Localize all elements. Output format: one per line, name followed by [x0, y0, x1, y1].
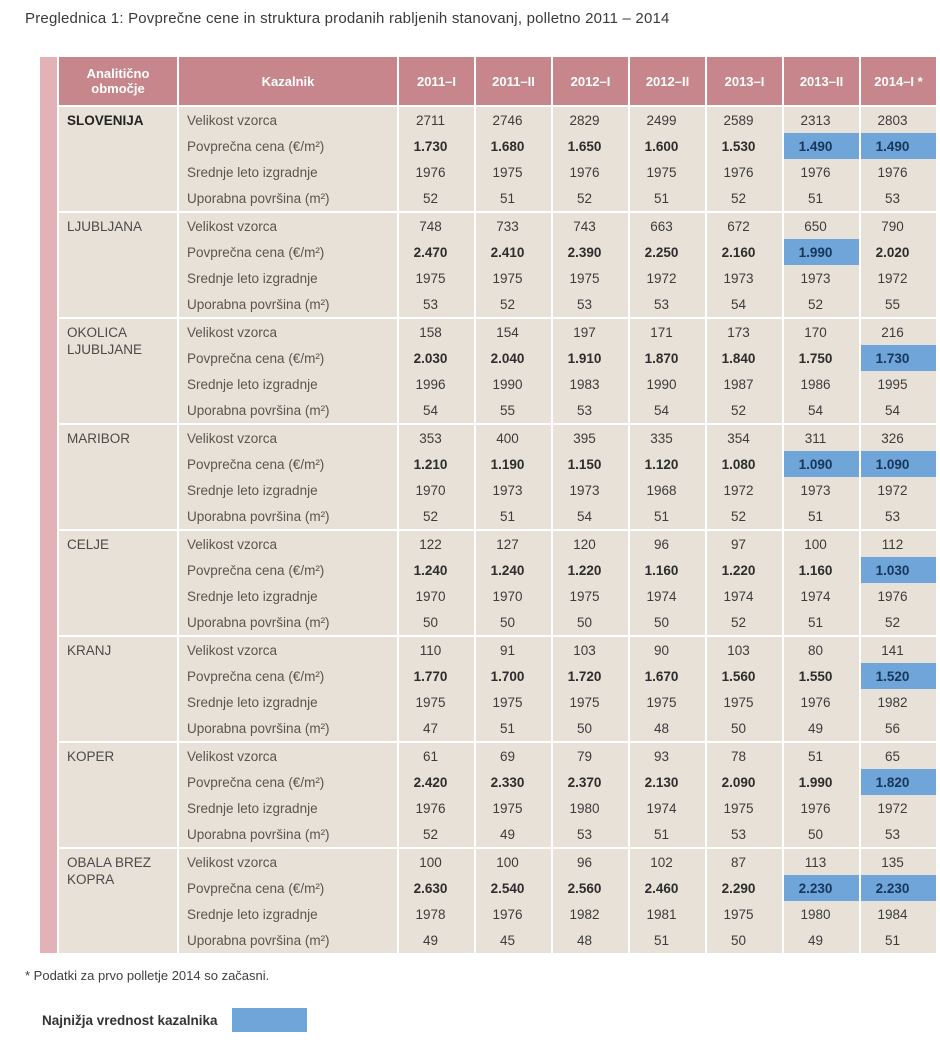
value-cell: 2.370: [553, 769, 628, 795]
value-cell: 1995: [861, 371, 936, 397]
indicator-label: Srednje leto izgradnje: [179, 689, 397, 715]
value-cell: 2.040: [476, 345, 551, 371]
value-cell: 52: [784, 291, 859, 317]
value-cell: 1975: [553, 265, 628, 291]
value-cell: 50: [399, 609, 474, 635]
value-cell: 400: [476, 425, 551, 451]
value-cell: 2.330: [476, 769, 551, 795]
value-cell: 54: [399, 397, 474, 423]
value-cell: 96: [553, 849, 628, 875]
value-cell: 1.770: [399, 663, 474, 689]
value-cell: 1.220: [707, 557, 782, 583]
value-cell: 1.160: [784, 557, 859, 583]
value-cell-lowest: 1.990: [784, 239, 859, 265]
value-cell: 65: [861, 743, 936, 769]
value-cell: 53: [861, 503, 936, 529]
left-accent-strip: [40, 57, 57, 953]
value-cell: 51: [630, 927, 705, 953]
value-cell: 54: [630, 397, 705, 423]
value-cell: 141: [861, 637, 936, 663]
value-cell: 1.990: [784, 769, 859, 795]
value-cell: 2.290: [707, 875, 782, 901]
value-cell: 158: [399, 319, 474, 345]
value-cell: 1972: [861, 477, 936, 503]
value-cell: 1.530: [707, 133, 782, 159]
value-cell: 52: [707, 503, 782, 529]
value-cell: 55: [476, 397, 551, 423]
value-cell: 2.630: [399, 875, 474, 901]
value-cell: 91: [476, 637, 551, 663]
value-cell: 51: [784, 609, 859, 635]
value-cell: 1975: [630, 159, 705, 185]
value-cell: 1.560: [707, 663, 782, 689]
value-cell: 1.150: [553, 451, 628, 477]
value-cell: 1973: [784, 265, 859, 291]
value-cell: 2746: [476, 107, 551, 133]
value-cell: 1.600: [630, 133, 705, 159]
value-cell: 1.190: [476, 451, 551, 477]
indicator-label: Srednje leto izgradnje: [179, 901, 397, 927]
value-cell: 2.410: [476, 239, 551, 265]
indicator-label: Velikost vzorca: [179, 531, 397, 557]
value-cell: 1980: [784, 901, 859, 927]
value-cell: 50: [476, 609, 551, 635]
value-cell: 1975: [707, 795, 782, 821]
value-cell: 1975: [399, 265, 474, 291]
value-cell: 1.550: [784, 663, 859, 689]
value-cell: 56: [861, 715, 936, 741]
region-block: [59, 531, 936, 635]
value-cell: 1.910: [553, 345, 628, 371]
value-cell: 51: [476, 185, 551, 211]
value-cell: 51: [630, 503, 705, 529]
value-cell: 50: [784, 821, 859, 847]
value-cell: 1975: [553, 689, 628, 715]
value-cell: 102: [630, 849, 705, 875]
value-cell: 1982: [553, 901, 628, 927]
value-cell: 743: [553, 213, 628, 239]
value-cell: 2829: [553, 107, 628, 133]
indicator-label: Povprečna cena (€/m²): [179, 769, 397, 795]
value-cell: 311: [784, 425, 859, 451]
value-cell: 748: [399, 213, 474, 239]
indicator-label: Povprečna cena (€/m²): [179, 239, 397, 265]
value-cell: 733: [476, 213, 551, 239]
value-cell: 53: [861, 185, 936, 211]
value-cell: 52: [707, 397, 782, 423]
value-cell: 2.540: [476, 875, 551, 901]
region-block: [59, 743, 936, 847]
value-cell: 1974: [707, 583, 782, 609]
indicator-label: Velikost vzorca: [179, 637, 397, 663]
region-block: [59, 849, 936, 953]
value-cell-lowest: 1.090: [784, 451, 859, 477]
value-cell: 96: [630, 531, 705, 557]
value-cell: 53: [707, 821, 782, 847]
value-cell: 1.750: [784, 345, 859, 371]
value-cell: 395: [553, 425, 628, 451]
value-cell: 51: [784, 185, 859, 211]
value-cell: 103: [553, 637, 628, 663]
table-title: Preglednica 1: Povprečne cene in struktura prodanih rabljenih stanovanj, polletno 2011 – 2014: [25, 10, 670, 27]
value-cell: 1976: [861, 583, 936, 609]
value-cell: 1976: [707, 159, 782, 185]
table-body: [59, 107, 936, 953]
value-cell: 1996: [399, 371, 474, 397]
value-cell: 1974: [630, 583, 705, 609]
value-cell: 122: [399, 531, 474, 557]
value-cell: 52: [399, 185, 474, 211]
region-block: [59, 213, 936, 317]
value-cell: 1986: [784, 371, 859, 397]
value-cell: 53: [399, 291, 474, 317]
indicator-label: Uporabna površina (m²): [179, 503, 397, 529]
value-cell: 1976: [399, 159, 474, 185]
indicator-label: Povprečna cena (€/m²): [179, 451, 397, 477]
region-name: SLOVENIJA: [59, 107, 177, 211]
value-cell: 1974: [784, 583, 859, 609]
header-2012-2: 2012–II: [630, 57, 705, 105]
value-cell: 1.730: [399, 133, 474, 159]
value-cell: 1990: [476, 371, 551, 397]
value-cell: 1972: [861, 795, 936, 821]
value-cell: 87: [707, 849, 782, 875]
value-cell: 1976: [784, 795, 859, 821]
region-block: [59, 319, 936, 423]
value-cell: 1981: [630, 901, 705, 927]
value-cell: 663: [630, 213, 705, 239]
value-cell: 49: [476, 821, 551, 847]
value-cell: 52: [707, 609, 782, 635]
value-cell: 93: [630, 743, 705, 769]
value-cell: 50: [630, 609, 705, 635]
value-cell-lowest: 1.820: [861, 769, 936, 795]
value-cell: 80: [784, 637, 859, 663]
header-2011-2: 2011–II: [476, 57, 551, 105]
legend: [42, 1008, 307, 1032]
value-cell-lowest: 1.030: [861, 557, 936, 583]
value-cell: 51: [784, 503, 859, 529]
value-cell: 127: [476, 531, 551, 557]
value-cell: 52: [399, 821, 474, 847]
value-cell: 326: [861, 425, 936, 451]
value-cell: 1975: [630, 689, 705, 715]
region-block: [59, 425, 936, 529]
value-cell: 353: [399, 425, 474, 451]
value-cell: 1.680: [476, 133, 551, 159]
indicator-label: Velikost vzorca: [179, 319, 397, 345]
indicator-label: Velikost vzorca: [179, 743, 397, 769]
value-cell: 1975: [476, 795, 551, 821]
value-cell: 52: [399, 503, 474, 529]
value-cell: 2.470: [399, 239, 474, 265]
value-cell: 1.120: [630, 451, 705, 477]
value-cell: 1.240: [399, 557, 474, 583]
value-cell-lowest: 1.490: [861, 133, 936, 159]
indicator-label: Srednje leto izgradnje: [179, 265, 397, 291]
header-indicator: Kazalnik: [179, 57, 397, 105]
header-2012-1: 2012–I: [553, 57, 628, 105]
header-2013-2: 2013–II: [784, 57, 859, 105]
value-cell: 1.220: [553, 557, 628, 583]
value-cell: 1974: [630, 795, 705, 821]
value-cell: 1975: [476, 159, 551, 185]
value-cell: 1973: [476, 477, 551, 503]
value-cell: 1982: [861, 689, 936, 715]
value-cell: 1968: [630, 477, 705, 503]
value-cell: 2.160: [707, 239, 782, 265]
value-cell: 1.670: [630, 663, 705, 689]
value-cell: 790: [861, 213, 936, 239]
value-cell: 61: [399, 743, 474, 769]
value-cell: 100: [784, 531, 859, 557]
indicator-label: Povprečna cena (€/m²): [179, 345, 397, 371]
statistics-table: [40, 57, 936, 953]
value-cell: 1973: [553, 477, 628, 503]
value-cell: 54: [707, 291, 782, 317]
value-cell: 2499: [630, 107, 705, 133]
value-cell: 1975: [476, 689, 551, 715]
value-cell: 54: [861, 397, 936, 423]
value-cell: 650: [784, 213, 859, 239]
value-cell: 100: [399, 849, 474, 875]
value-cell: 49: [784, 927, 859, 953]
value-cell: 1.840: [707, 345, 782, 371]
indicator-label: Srednje leto izgradnje: [179, 795, 397, 821]
value-cell: 54: [553, 503, 628, 529]
legend-label: Najnižja vrednost kazalnika: [42, 1012, 218, 1028]
value-cell: 1976: [553, 159, 628, 185]
indicator-label: Uporabna površina (m²): [179, 715, 397, 741]
value-cell: 103: [707, 637, 782, 663]
value-cell: 112: [861, 531, 936, 557]
value-cell: 48: [553, 927, 628, 953]
region-name: KOPER: [59, 743, 177, 847]
value-cell-lowest: 1.730: [861, 345, 936, 371]
value-cell: 79: [553, 743, 628, 769]
header-2013-1: 2013–I: [707, 57, 782, 105]
value-cell: 1970: [399, 477, 474, 503]
value-cell: 1973: [784, 477, 859, 503]
region-block: [59, 637, 936, 741]
value-cell: 1975: [476, 265, 551, 291]
region-name: MARIBOR: [59, 425, 177, 529]
indicator-label: Srednje leto izgradnje: [179, 159, 397, 185]
footnote: * Podatki za prvo polletje 2014 so začasni.: [25, 968, 270, 983]
indicator-label: Povprečna cena (€/m²): [179, 557, 397, 583]
value-cell: 216: [861, 319, 936, 345]
value-cell: 335: [630, 425, 705, 451]
value-cell: 2711: [399, 107, 474, 133]
value-cell: 53: [553, 291, 628, 317]
value-cell: 1972: [630, 265, 705, 291]
indicator-label: Uporabna površina (m²): [179, 291, 397, 317]
value-cell-lowest: 2.230: [784, 875, 859, 901]
value-cell: 173: [707, 319, 782, 345]
value-cell: 171: [630, 319, 705, 345]
value-cell: 135: [861, 849, 936, 875]
value-cell: 120: [553, 531, 628, 557]
value-cell: 97: [707, 531, 782, 557]
value-cell-lowest: 1.520: [861, 663, 936, 689]
value-cell: 2.390: [553, 239, 628, 265]
region-name: CELJE: [59, 531, 177, 635]
value-cell: 52: [553, 185, 628, 211]
region-name: OKOLICA LJUBLJANE: [59, 319, 177, 423]
value-cell: 170: [784, 319, 859, 345]
value-cell: 2.560: [553, 875, 628, 901]
value-cell: 55: [861, 291, 936, 317]
value-cell: 1.700: [476, 663, 551, 689]
value-cell: 2.420: [399, 769, 474, 795]
value-cell: 1.160: [630, 557, 705, 583]
value-cell: 2.090: [707, 769, 782, 795]
indicator-label: Uporabna površina (m²): [179, 821, 397, 847]
value-cell: 1980: [553, 795, 628, 821]
value-cell: 100: [476, 849, 551, 875]
region-block: [59, 107, 936, 211]
value-cell: 154: [476, 319, 551, 345]
indicator-label: Velikost vzorca: [179, 425, 397, 451]
indicator-label: Povprečna cena (€/m²): [179, 663, 397, 689]
legend-color-swatch: [232, 1008, 307, 1032]
value-cell: 1976: [784, 159, 859, 185]
value-cell: 53: [553, 821, 628, 847]
value-cell: 1984: [861, 901, 936, 927]
value-cell: 53: [553, 397, 628, 423]
region-name: KRANJ: [59, 637, 177, 741]
value-cell: 52: [707, 185, 782, 211]
value-cell: 113: [784, 849, 859, 875]
value-cell: 2.130: [630, 769, 705, 795]
value-cell: 47: [399, 715, 474, 741]
indicator-label: Povprečna cena (€/m²): [179, 133, 397, 159]
value-cell: 48: [630, 715, 705, 741]
value-cell: 90: [630, 637, 705, 663]
value-cell: 51: [630, 185, 705, 211]
value-cell: 78: [707, 743, 782, 769]
value-cell: 1972: [707, 477, 782, 503]
value-cell: 1.210: [399, 451, 474, 477]
value-cell: 69: [476, 743, 551, 769]
value-cell: 50: [707, 715, 782, 741]
value-cell: 52: [861, 609, 936, 635]
value-cell: 1987: [707, 371, 782, 397]
indicator-label: Velikost vzorca: [179, 849, 397, 875]
header-2014-1: 2014–I *: [861, 57, 936, 105]
value-cell: 1975: [707, 689, 782, 715]
value-cell: 2589: [707, 107, 782, 133]
value-cell: 1970: [476, 583, 551, 609]
table-header-row: [59, 57, 936, 105]
indicator-label: Srednje leto izgradnje: [179, 477, 397, 503]
value-cell: 1976: [399, 795, 474, 821]
value-cell: 1976: [476, 901, 551, 927]
region-name: LJUBLJANA: [59, 213, 177, 317]
value-cell: 1975: [553, 583, 628, 609]
value-cell: 672: [707, 213, 782, 239]
value-cell: 53: [630, 291, 705, 317]
indicator-label: Uporabna površina (m²): [179, 927, 397, 953]
value-cell: 1.720: [553, 663, 628, 689]
value-cell: 54: [784, 397, 859, 423]
value-cell-lowest: 2.230: [861, 875, 936, 901]
header-2011-1: 2011–I: [399, 57, 474, 105]
value-cell: 51: [476, 715, 551, 741]
value-cell: 1.240: [476, 557, 551, 583]
value-cell: 1.080: [707, 451, 782, 477]
value-cell: 51: [784, 743, 859, 769]
value-cell: 2.020: [861, 239, 936, 265]
value-cell: 2.460: [630, 875, 705, 901]
value-cell: 197: [553, 319, 628, 345]
indicator-label: Srednje leto izgradnje: [179, 371, 397, 397]
value-cell: 2803: [861, 107, 936, 133]
value-cell: 51: [630, 821, 705, 847]
value-cell: 1978: [399, 901, 474, 927]
value-cell: 51: [861, 927, 936, 953]
indicator-label: Srednje leto izgradnje: [179, 583, 397, 609]
indicator-label: Povprečna cena (€/m²): [179, 875, 397, 901]
indicator-label: Uporabna površina (m²): [179, 609, 397, 635]
value-cell: 354: [707, 425, 782, 451]
indicator-label: Uporabna površina (m²): [179, 397, 397, 423]
value-cell: 1.650: [553, 133, 628, 159]
value-cell: 49: [784, 715, 859, 741]
value-cell: 1990: [630, 371, 705, 397]
value-cell: 1976: [784, 689, 859, 715]
region-name: OBALA BREZ KOPRA: [59, 849, 177, 953]
value-cell: 1972: [861, 265, 936, 291]
value-cell: 110: [399, 637, 474, 663]
value-cell: 1983: [553, 371, 628, 397]
value-cell: 1.870: [630, 345, 705, 371]
value-cell: 50: [707, 927, 782, 953]
indicator-label: Uporabna površina (m²): [179, 185, 397, 211]
table-grid: [59, 57, 936, 953]
value-cell: 52: [476, 291, 551, 317]
value-cell-lowest: 1.090: [861, 451, 936, 477]
value-cell: 50: [553, 609, 628, 635]
indicator-label: Velikost vzorca: [179, 107, 397, 133]
value-cell: 2313: [784, 107, 859, 133]
value-cell: 1976: [861, 159, 936, 185]
indicator-label: Velikost vzorca: [179, 213, 397, 239]
value-cell: 49: [399, 927, 474, 953]
value-cell-lowest: 1.490: [784, 133, 859, 159]
value-cell: 1973: [707, 265, 782, 291]
value-cell: 45: [476, 927, 551, 953]
value-cell: 53: [861, 821, 936, 847]
header-analytic-area: Analitično območje: [59, 57, 177, 105]
value-cell: 50: [553, 715, 628, 741]
value-cell: 1970: [399, 583, 474, 609]
value-cell: 1975: [399, 689, 474, 715]
value-cell: 2.030: [399, 345, 474, 371]
value-cell: 1975: [707, 901, 782, 927]
value-cell: 51: [476, 503, 551, 529]
value-cell: 2.250: [630, 239, 705, 265]
